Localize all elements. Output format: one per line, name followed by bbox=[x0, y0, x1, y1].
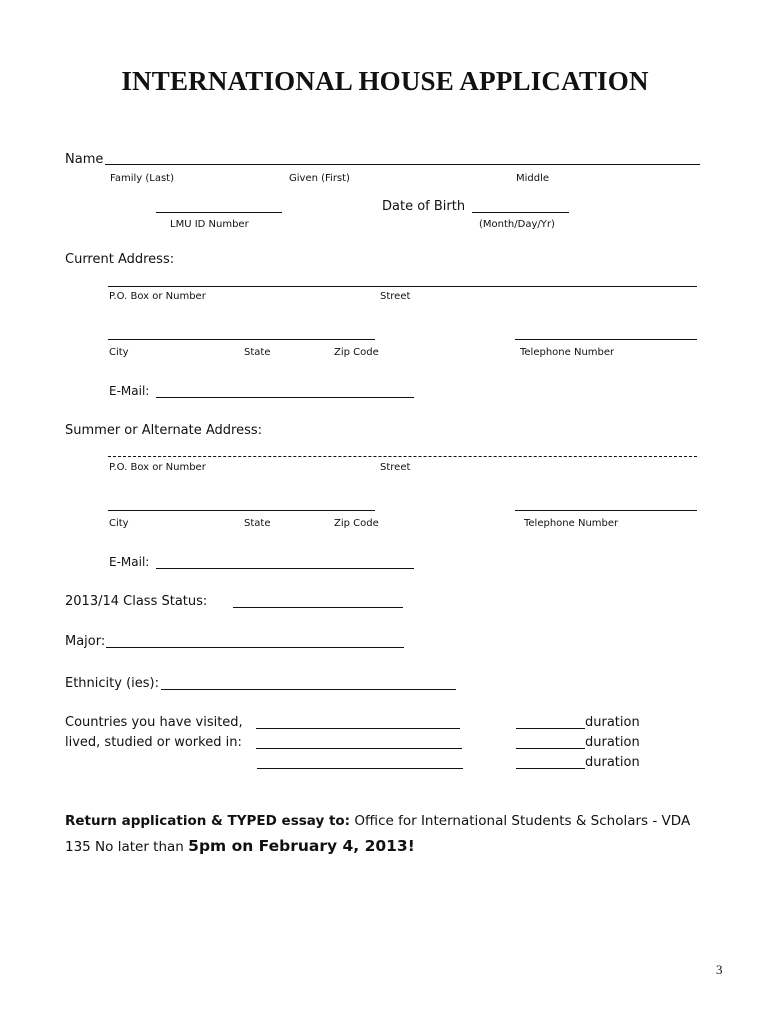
summer-email-field[interactable] bbox=[156, 568, 414, 569]
current-po-caption: P.O. Box or Number bbox=[109, 291, 206, 302]
major-field[interactable] bbox=[106, 647, 404, 648]
return-note-line2 bbox=[65, 837, 415, 855]
duration-label-2: duration bbox=[585, 735, 640, 750]
return-note-line1 bbox=[65, 813, 690, 829]
duration-field-1[interactable] bbox=[516, 728, 585, 729]
duration-label-1: duration bbox=[585, 715, 640, 730]
current-address-line[interactable] bbox=[108, 286, 697, 287]
major-label: Major: bbox=[65, 634, 106, 649]
lmu-id-field[interactable] bbox=[156, 212, 282, 213]
current-email-field[interactable] bbox=[156, 397, 414, 398]
summer-city-field[interactable] bbox=[108, 510, 375, 511]
country-field-1[interactable] bbox=[256, 728, 460, 729]
return-note-start: 135 No later than bbox=[65, 839, 184, 855]
current-email-label: E-Mail: bbox=[109, 384, 150, 398]
middle-name-caption: Middle bbox=[516, 173, 550, 184]
name-field[interactable] bbox=[105, 164, 700, 165]
class-status-label: 2013/14 Class Status: bbox=[65, 594, 208, 609]
summer-po-caption: P.O. Box or Number bbox=[109, 462, 206, 473]
given-name-caption: Given (First) bbox=[289, 173, 350, 184]
lmu-id-caption: LMU ID Number bbox=[170, 219, 249, 230]
current-city-field[interactable] bbox=[108, 339, 375, 340]
summer-address-line[interactable] bbox=[108, 456, 697, 457]
ethnicity-label: Ethnicity (ies): bbox=[65, 676, 159, 691]
return-note-bold: Return application & TYPED essay to: bbox=[65, 813, 351, 829]
duration-field-2[interactable] bbox=[516, 748, 585, 749]
dob-field[interactable] bbox=[472, 212, 569, 213]
current-city-caption: City bbox=[109, 347, 129, 358]
summer-city-caption: City bbox=[109, 518, 129, 529]
current-zip-caption: Zip Code bbox=[334, 347, 379, 358]
duration-field-3[interactable] bbox=[516, 768, 585, 769]
current-state-caption: State bbox=[244, 347, 271, 358]
summer-phone-caption: Telephone Number bbox=[524, 518, 619, 529]
country-field-3[interactable] bbox=[257, 768, 463, 769]
class-status-field[interactable] bbox=[233, 607, 403, 608]
family-name-caption: Family (Last) bbox=[110, 173, 174, 184]
return-deadline: 5pm on February 4, 2013! bbox=[188, 837, 415, 855]
current-phone-field[interactable] bbox=[515, 339, 697, 340]
duration-label-3: duration bbox=[585, 755, 640, 770]
current-street-caption: Street bbox=[380, 291, 411, 302]
page-title: INTERNATIONAL HOUSE APPLICATION bbox=[121, 66, 649, 96]
dob-label: Date of Birth bbox=[382, 199, 466, 214]
dob-format-caption: (Month/Day/Yr) bbox=[479, 219, 555, 230]
summer-email-label: E-Mail: bbox=[109, 555, 150, 569]
ethnicity-field[interactable] bbox=[161, 689, 456, 690]
current-address-heading: Current Address: bbox=[65, 252, 175, 267]
countries-label-line1: Countries you have visited, bbox=[65, 715, 243, 730]
summer-address-heading: Summer or Alternate Address: bbox=[65, 423, 263, 438]
countries-label-line2: lived, studied or worked in: bbox=[65, 735, 242, 750]
summer-street-caption: Street bbox=[380, 462, 411, 473]
summer-phone-field[interactable] bbox=[515, 510, 697, 511]
summer-state-caption: State bbox=[244, 518, 271, 529]
page-number: 3 bbox=[716, 962, 723, 977]
country-field-2[interactable] bbox=[256, 748, 462, 749]
summer-zip-caption: Zip Code bbox=[334, 518, 379, 529]
name-label: Name bbox=[65, 152, 104, 167]
current-phone-caption: Telephone Number bbox=[520, 347, 615, 358]
return-note-office: Office for International Students & Scholars - VDA bbox=[354, 813, 691, 829]
